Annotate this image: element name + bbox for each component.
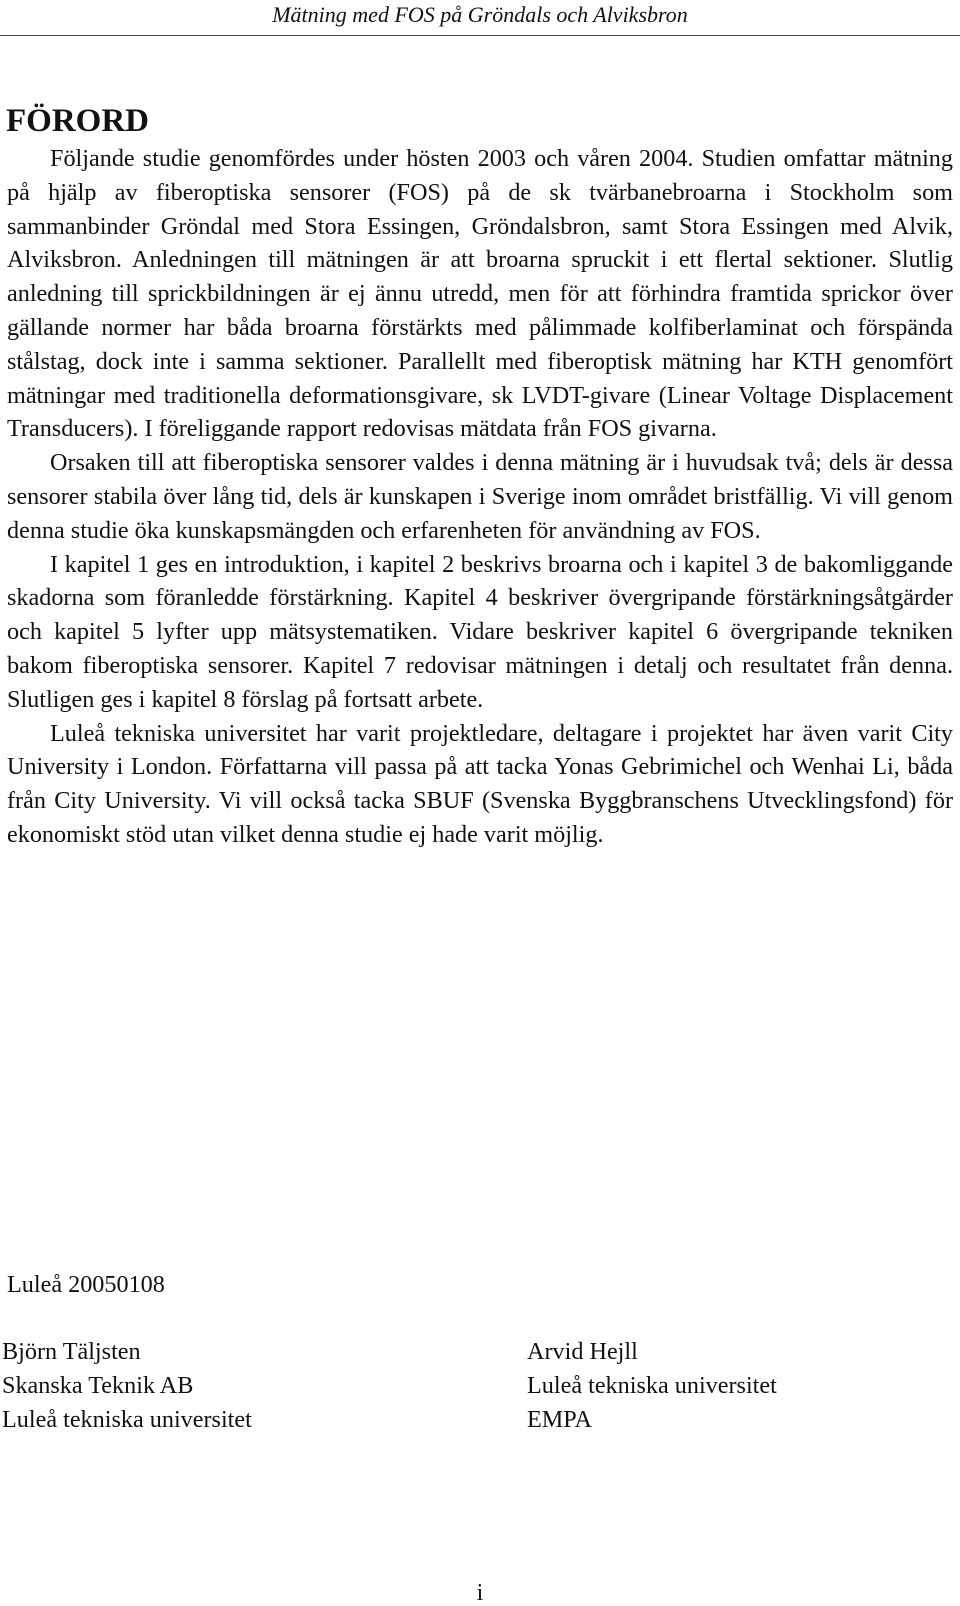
header-divider	[0, 35, 960, 36]
page-number: i	[476, 1580, 484, 1606]
paragraph-chapter-overview: I kapitel 1 ges en introduktion, i kapitel 2 beskrivs broarna och i kapitel 3 de bakomliggande skadorna som föranledde förstärkning. Kapitel 4 beskriver övergripande förstärkningsåtgärder och kapitel 5 lyfter upp mätsystematiken. Vidare beskriver kapitel 6 övergripande tekniken bakom fiberoptiska sensorer. Kapitel 7 redovisar mätningen i detalj och resultatet från denna. Slutligen ges i kapitel 8 förslag på fortsatt arbete.	[7, 550, 953, 713]
signatory-affiliation: EMPA	[527, 1406, 592, 1433]
foreword-body	[7, 142, 953, 852]
paragraph-sensor-motivation: Orsaken till att fiberoptiska sensorer valdes i denna mätning är i huvudsak två; dels är dessa sensorer stabila över lång tid, dels är kunskapen i Sverige inom området bristfällig. Vi vill genom denna studie öka kunskapsmängden och erfarenheten för användning av FOS.	[7, 449, 953, 544]
signatory-name: Björn Täljsten	[2, 1338, 141, 1365]
paragraph-acknowledgements: Luleå tekniska universitet har varit projektledare, deltagare i projektet har även varit City University i London. Författarna vill passa på att tacka Yonas Gebrimichel och Wenhai Li, båda från City University. Vi vill också tacka SBUF (Svenska Byggbranschens Utvecklingsfond) för ekonomiskt stöd utan vilket denna studie ej hade varit möjlig.	[7, 719, 953, 848]
signatory-left	[2, 1335, 252, 1437]
signatory-name: Arvid Hejll	[527, 1338, 638, 1365]
signatory-affiliation: Luleå tekniska universitet	[527, 1372, 777, 1399]
place-and-date: Luleå 20050108	[7, 1271, 165, 1298]
signatory-right	[527, 1335, 777, 1437]
signatory-affiliation: Luleå tekniska universitet	[2, 1406, 252, 1433]
section-title: FÖRORD	[6, 103, 149, 139]
signatory-affiliation: Skanska Teknik AB	[2, 1372, 194, 1399]
running-header: Mätning med FOS på Gröndals och Alviksbron	[272, 2, 688, 27]
paragraph-study-description: Följande studie genomfördes under hösten 2003 och våren 2004. Studien omfattar mätning på hjälp av fiberoptiska sensorer (FOS) på de sk tvärbanebroarna i Stockholm som sammanbinder Gröndal med Stora Essingen, Gröndalsbron, samt Stora Essingen med Alvik, Alviksbron. Anledningen till mätningen är att broarna spruckit i ett flertal sektioner. Slutlig anledning till sprickbildningen är ej ännu utredd, men för att förhindra framtida sprickor över gällande normer har båda broarna förstärkts med pålimmade kolfiberlaminat och förspända stålstag, dock inte i samma sektioner. Parallellt med fiberoptisk mätning har KTH genomfört mätningar med traditionella deformationsgivare, sk LVDT-givare (Linear Voltage Displacement Transducers). I föreliggande rapport redovisas mätdata från FOS givarna.	[7, 145, 953, 443]
